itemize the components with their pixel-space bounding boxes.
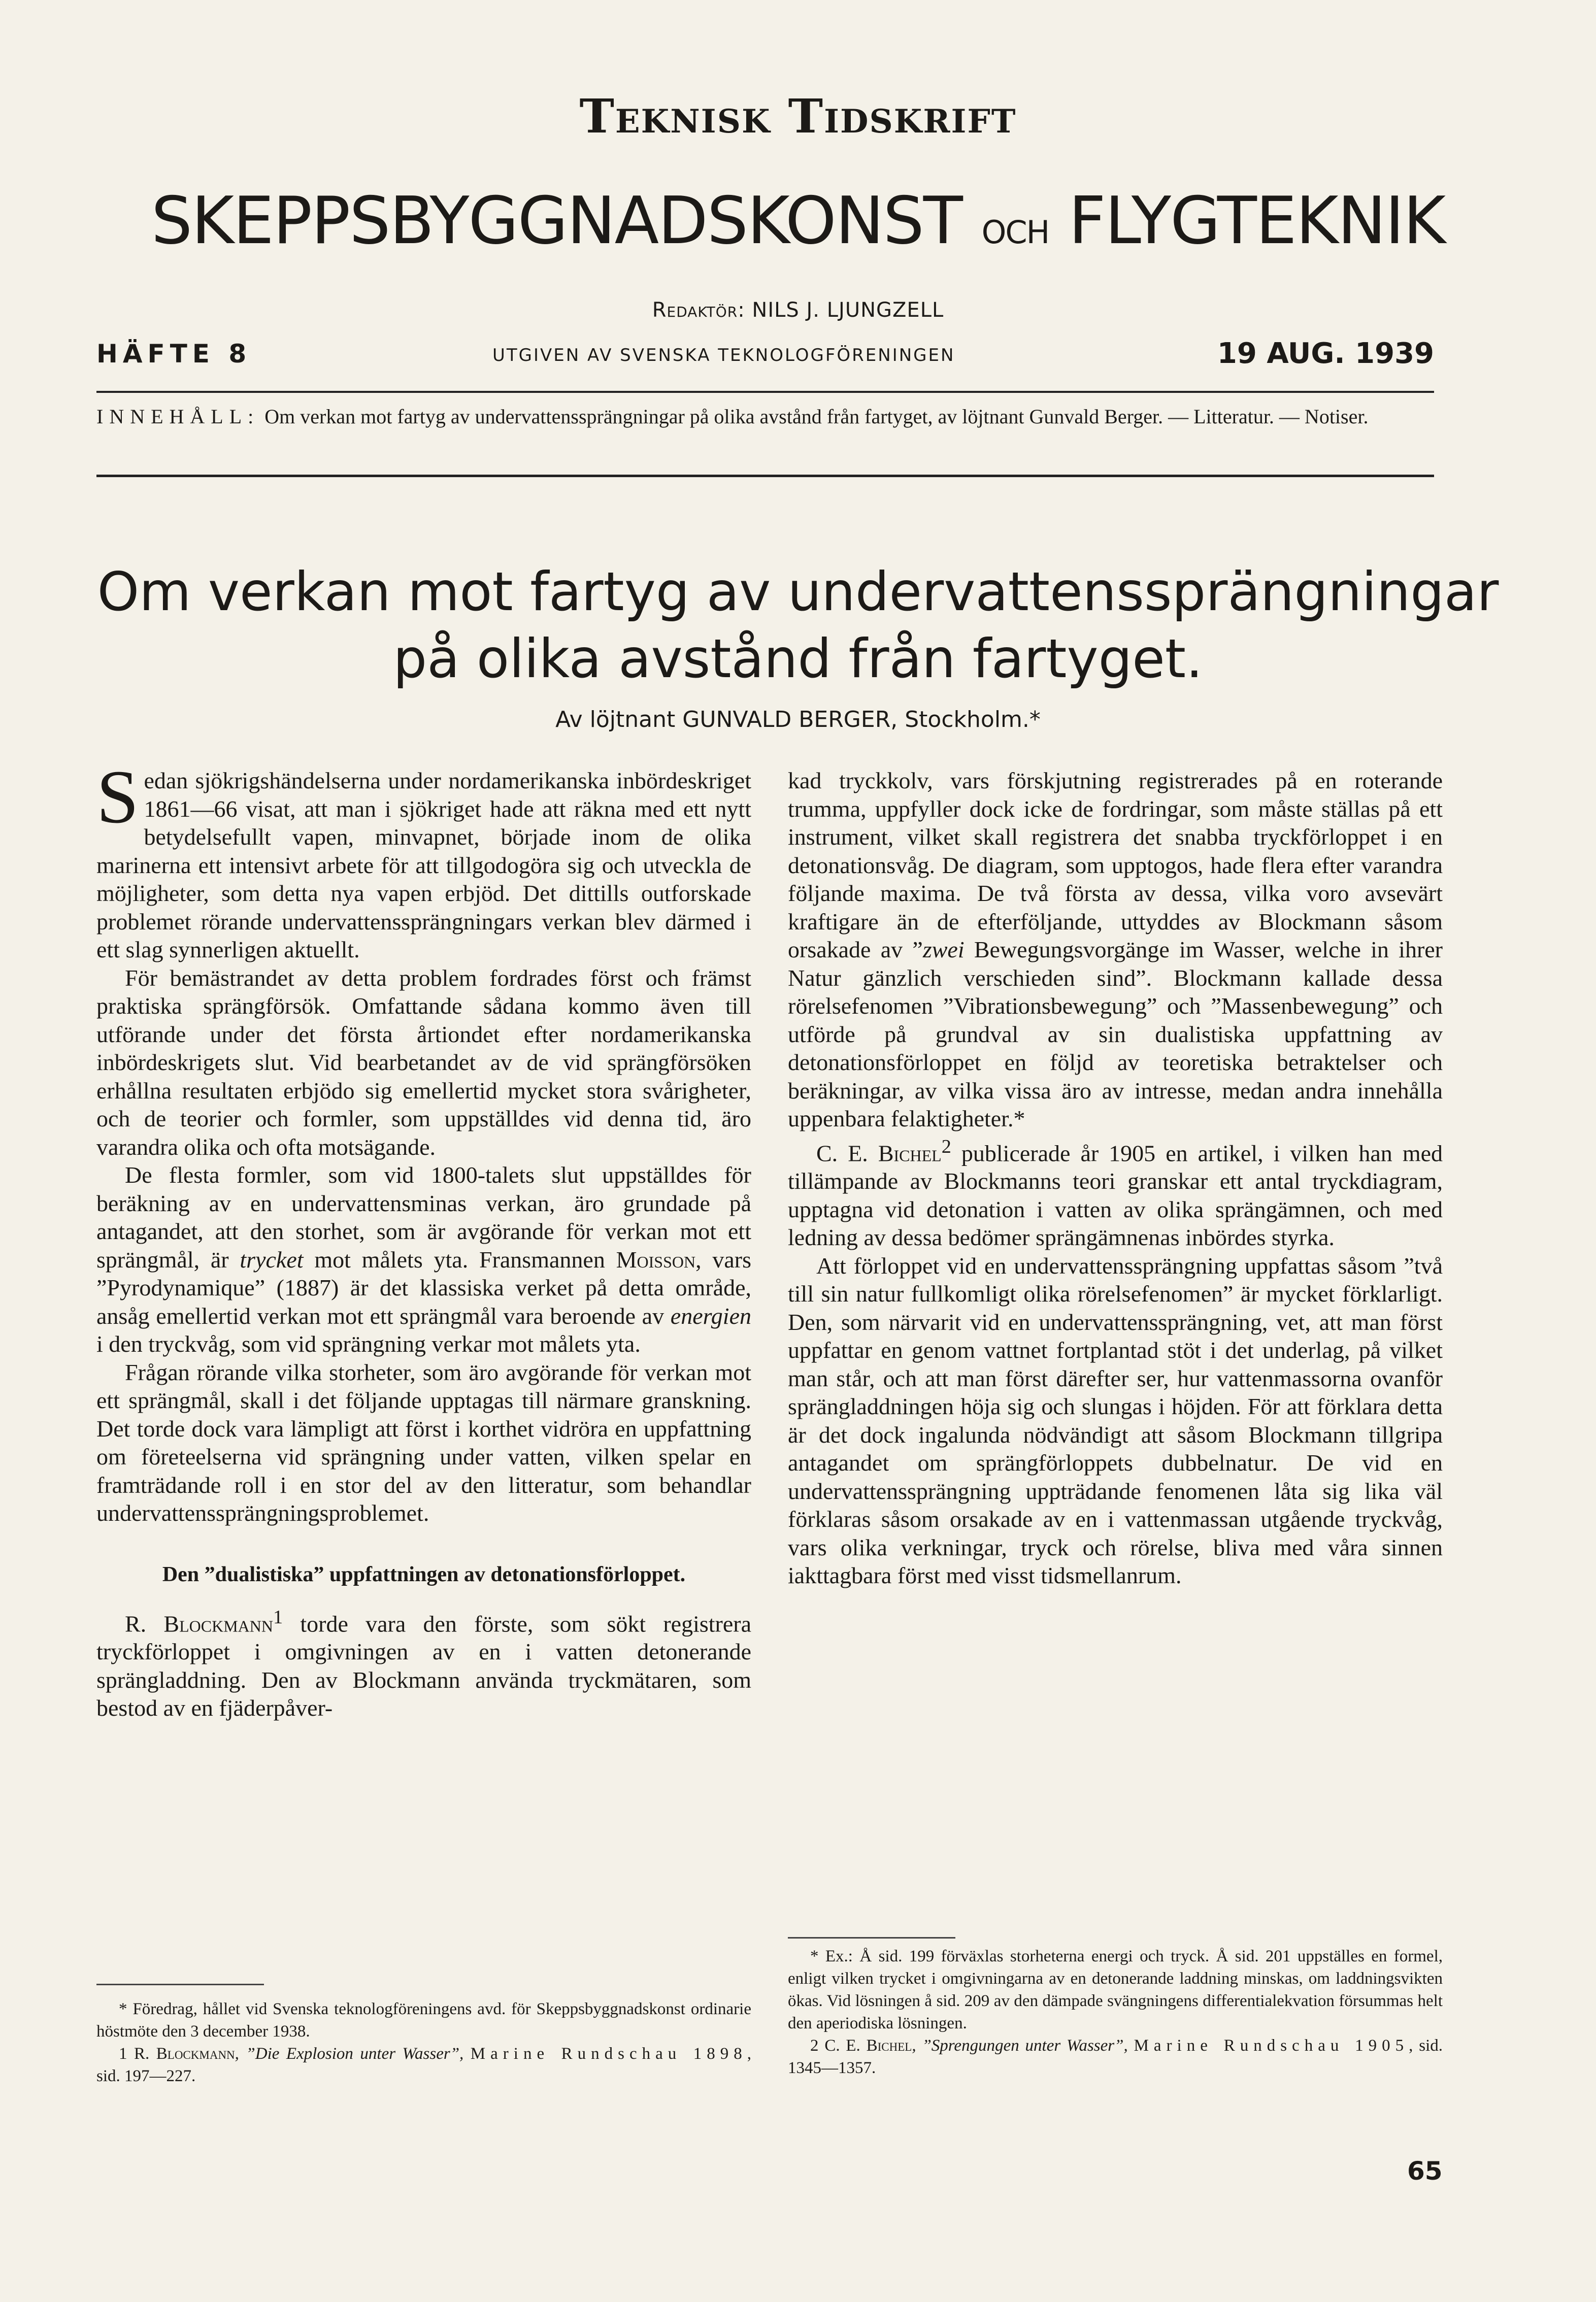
header-rule-top [96, 391, 1434, 393]
footnote-ref: 1 [273, 1606, 283, 1628]
paragraph: Att förloppet vid en undervattenssprängning uppfattas såsom ”två till sin natur fullkomligt olika rörelsefenomen” är mycket förklarligt. Den, som närvarit vid en undervattenssprängning, vet, att man först uppfattar en genom vattnet fortplantad stöt i det underlag, på vilket man står, och att man först därefter ser, hur vattenmassorna ovanför sprängladdningen höja sig och slungas i höjden. För att förklara detta är det dock ingalunda nödvändigt att såsom Blockmann tillgripa antagandet om sprängförloppets dubbelnatur. De vid en undervattenssprängning uppträdande fenomenen låta sig lika väl förklaras såsom orsakade av en i vattenmassan utgående tryckvåg, vars olika verkningar, tryck och rörelse, bliva med våra sinnen iakttagbara först med visst tidsmellanrum. [788, 1252, 1443, 1589]
paragraph: De flesta formler, som vid 1800-talets slut uppställdes för beräkning av en undervattensminas verkan, äro grundade på antagandet, att den storhet, som är avgörande för verkan mot ett sprängmål, är trycket mot målets yta. Fransmannen Moisson, vars ”Pyrodynamique” (1887) är det klassiska verket på detta område, ansåg emellertid verkan mot ett sprängmål vara beroende av energien i den tryckvåg, som vid sprängning verkar mot målets yta. [96, 1162, 752, 1357]
article-title [0, 558, 1596, 692]
paragraph: Frågan rörande vilka storheter, som äro avgörande för verkan mot ett sprängmål, skall i det följande upptagas till närmare granskning. Det torde dock vara lämpligt att först i korthet vidröra en uppfattning om företeelserna vid sprängning under vatten, vilken spelar en framträdande roll i en stor del av den litteratur, som behandlar undervattenssprängningsproblemet. [96, 1359, 751, 1526]
footnote: * Föredrag, hållet vid Svenska teknologföreningens avd. för Skeppsbyggnadskonst ordinarie höstmöte den 3 december 1938. [96, 2000, 751, 2041]
footnote-ref: 2 [941, 1136, 951, 1157]
paragraph: Sedan sjökrigshändelserna under nordamerikanska inbördeskriget 1861—66 visat, att man i sjökriget hade att räkna med ett nytt betydelsefullt vapen, minvapnet, började inom de olika marinerna ett intensivt arbete för att tillgodogöra sig och utveckla de möjligheter, som detta nya vapen erbjöd. Det dittills outforskade problemet rörande undervattenssprängningars verkan blev därmed i ett slag synnerligen aktuellt. [96, 755, 751, 962]
author-name: Moisson [616, 1246, 696, 1273]
article-title-line-1: Om verkan mot fartyg av undervattenssprängningar [97, 561, 1499, 623]
publisher-line: UTGIVEN AV SVENSKA TEKNOLOGFÖRENINGEN [492, 345, 955, 365]
footnote: * Ex.: Å sid. 199 förväxlas storheterna energi och tryck. Å sid. 201 uppställes en formel, enligt vilken trycket i omgivningarna av en detonerande laddning minskas, om laddningsvikten ökas. Vid lösningen å sid. 209 av den dämpade svängningens differentialekvation försummas helt den aperiodiska lösningen. [788, 1947, 1443, 2032]
subject-tail: FLYGTEKNIK [1068, 183, 1445, 259]
paragraph: kad tryckkolv, vars förskjutning registrerades på en roterande trumma, uppfyller dock icke de fordringar, som måste ställas på ett instrument, vilket skall registrera det snabba tryckförloppet i en detonationsvåg. De diagram, som upptogos, hade flera efter varandra följande maxima. De två första av dessa, vilka voro avsevärt kraftigare än de efterföljande, uttyddes av Blockmann såsom orsakade av ”zwei Bewegungsvorgänge im Wasser, welche in ihrer Natur gänzlich verschieden sind”. Blockmann kallade dessa rörelsefenomen ”Vibrationsbewegung” och ”Massenbewegung” och utförde på grundval av sin dualistiska uppfattning av detonationsförloppet en följd av teoretiska betraktelser och beräkningar, av vilka vissa äro av intresse, medan andra innehålla uppenbara felaktigheter.* [788, 768, 1443, 1131]
subject-och: och [981, 202, 1049, 254]
footnote-rule-left [96, 1984, 264, 1985]
page-number: 65 [1407, 2156, 1443, 2186]
author-name: Blockmann [163, 1610, 273, 1637]
footnotes-right [788, 1945, 1443, 2079]
left-column [96, 755, 752, 1722]
drop-cap: S [96, 755, 139, 839]
paragraph: C. E. Bichel$^2$ publicerade år 1905 en artikel, i vilken han med tillämpande av Blockmanns teori granskar ett antal tryckdiagram, upptagna vid detonation i vatten av olika sprängämnen, och med ledning av dessa bedömer sprängämnenas inbördes styrka. [788, 1136, 1443, 1251]
journal-title: Teknisk Tidskrift [579, 89, 1017, 144]
contents-text: Om verkan mot fartyg av undervattenssprängningar på olika avstånd från fartyget, av löjtnant Gunvald Berger. — Litteratur. — Notiser. [264, 405, 1369, 428]
journal-subject [0, 183, 1596, 259]
paragraph: För bemästrandet av detta problem fordrades först och främst praktiska sprängförsök. Omfattande sådana kommo även till utförande under det första årtiondet efter nordamerikanska inbördeskrigets slut. Vid bearbetandet av de vid sprängförsöken erhållna resultaten erbjödo sig emellertid mycket stora svårigheter, och de teorier och formler, som uppställdes vid denna tid, äro varandra olika och ofta motsägande. [96, 964, 751, 1160]
contents-label: INNEHÅLL: [96, 405, 260, 428]
emphasis: zwei [922, 937, 965, 962]
footnote-rule-right [788, 1937, 955, 1939]
footnote: 2 C. E. Bichel, ”Sprengungen unter Wasser”, Marine Rundschau 1905, sid. 1345—1357. [788, 2037, 1443, 2077]
article-byline: Av löjtnant GUNVALD BERGER, Stockholm.* [555, 707, 1041, 732]
issue-number: HÄFTE 8 [96, 339, 252, 369]
article-title-line-2: på olika avstånd från fartyget. [393, 628, 1203, 690]
paragraph: R. Blockmann$^1$ torde vara den förste, som sökt registrera tryckförloppet i omgivningen av en i vatten detonerande sprängladdning. Den av Blockmann använda tryckmätaren, som bestod av en fjäderpåver- [96, 1606, 752, 1721]
subject-main: SKEPPSBYGGNADSKONST [151, 183, 962, 259]
issue-row [96, 337, 1434, 368]
footnote: 1 R. Blockmann, ”Die Explosion unter Wasser”, Marine Rundschau 1898, sid. 197—227. [96, 2045, 751, 2085]
issue-date: 19 AUG. 1939 [1217, 337, 1434, 370]
emphasis: energien [670, 1303, 752, 1329]
section-heading: Den ”dualistiska” uppfattningen av detonationsförloppet. [162, 1562, 686, 1586]
footnotes-left [96, 1998, 751, 2087]
editor-line: Redaktör: NILS J. LJUNGZELL [652, 298, 944, 322]
right-column [788, 766, 1443, 1590]
header-rule-bottom [96, 475, 1434, 477]
table-of-contents [96, 402, 1434, 431]
author-name: Bichel [878, 1140, 942, 1166]
emphasis: trycket [240, 1246, 304, 1273]
